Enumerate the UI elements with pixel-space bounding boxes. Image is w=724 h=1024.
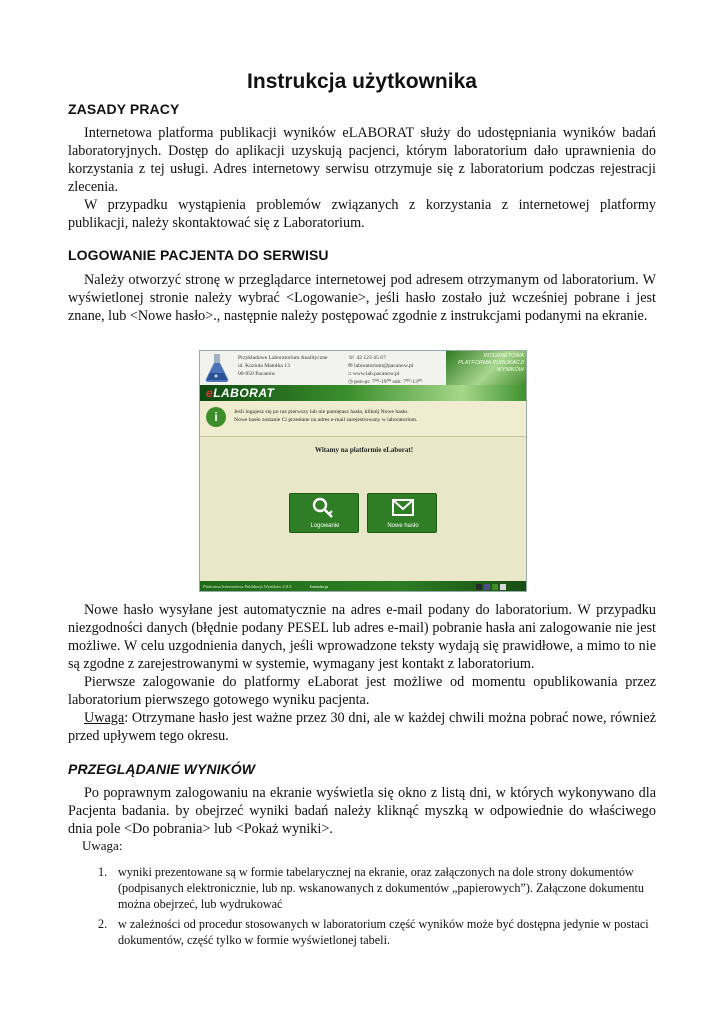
note-label: Uwaga: <box>82 838 123 853</box>
welcome-text: Witamy na platformie eLaborat! <box>314 446 414 454</box>
footer-instruction-link[interactable]: Instrukcja <box>310 584 328 589</box>
platform-banner <box>446 351 527 385</box>
elaborat-logo: eLABORAT <box>206 386 275 400</box>
list-number: 2. <box>98 917 108 931</box>
screenshot-header <box>200 351 527 385</box>
lab-hours: ◷ pon-pt: 7⁰⁰-19⁰⁰ sob: 7⁰⁰-13⁰⁰ <box>348 379 423 385</box>
notice-line-2: Nowe hasło zostanie Ci przesłane na adres e-mail zarejestrowany w laboratorium. <box>234 417 418 423</box>
document-title: Instrukcja użytkownika <box>247 70 477 93</box>
screenshot-footer <box>200 581 527 592</box>
paragraph-przegladanie-1: Po poprawnym zalogowaniu na ekranie wyświetla się okno z listą dni, w których wykonywano dla Pacjenta badania. by obejrzeć wyniki badań należy kliknąć myszką w odpowiednie do właściwego dnia pole <Do pobrania> lub <Pokaż wyniki>. <box>68 785 656 837</box>
info-notice <box>200 401 527 437</box>
elaborat-screenshot <box>199 350 527 592</box>
uwaga-label: Uwaga <box>84 710 125 726</box>
list-number: 1. <box>98 865 108 879</box>
heading-logowanie: LOGOWANIE PACJENTA DO SERWISU <box>68 247 329 263</box>
info-icon: i <box>206 407 226 427</box>
banner-text: INTERNETOWA PLATFORMA PUBLIKACJI WYNIKÓW <box>457 353 524 373</box>
paragraph-zasady-2: W przypadku wystąpienia problemów związanych z korzystania z internetowej platformy publikacji, należy skontaktować się z Laboratorium. <box>68 197 656 231</box>
heading-przegladanie: PRZEGLĄDANIE WYNIKÓW <box>68 761 256 777</box>
paragraph-logowanie-3: Pierwsze zalogowanie do platformy eLaborat jest możliwe od momentu opublikowania przez laboratorium pierwszego gotowego wyniku pacjenta. <box>68 674 656 708</box>
brand-bar <box>200 385 527 401</box>
footer-square <box>484 584 490 590</box>
lab-name: Przykładowe Laboratorium Analityczne <box>238 355 328 361</box>
new-password-button[interactable] <box>367 493 437 533</box>
paragraph-logowanie-2: Nowe hasło wysyłane jest automatycznie na adres e-mail podany do laboratorium. W przypadku niezgodności danych (błędnie podany PESEL lub adres e-mail) pobranie hasła ani zalogowanie nie jest możliwe. W celu uzgodnienia danych, jeśli wprowadzone teksty wydają się prawidłowe, a mimo to nie są zgodne z zarejestrowanymi w systemie, wymagany jest kontakt z laboratorium. <box>68 602 656 672</box>
footer-square <box>476 584 482 590</box>
login-label: Logowanie <box>310 523 340 529</box>
notice-line-1: Jeśli logujesz się po raz pierwszy lub nie pamiętasz hasła, kliknij Nowe hasło. <box>234 409 409 415</box>
envelope-icon <box>368 496 438 520</box>
new-password-label: Nowe hasło <box>387 523 419 529</box>
key-icon <box>290 496 360 520</box>
login-button[interactable] <box>289 493 359 533</box>
lab-phone: ☏ 42 123 45 67 <box>348 355 386 361</box>
lab-contact <box>348 354 422 386</box>
heading-zasady-pracy: ZASADY PRACY <box>68 101 180 117</box>
paragraph-logowanie-4 <box>68 709 656 745</box>
uwaga-text: : Otrzymane hasło jest ważne przez 30 dni, ale w każdej chwili można pobrać nowe, również przed upływem tego okresu. <box>68 710 656 744</box>
lab-street: ul. Kozioła Matołka 13 <box>238 363 290 369</box>
lab-www: ⌂ www.lab.pacanow.pl <box>348 371 400 377</box>
paragraph-zasady-1: Internetowa platforma publikacji wyników eLABORAT służy do udostępniania wyników badań laboratoryjnych. Dostęp do aplikacji uzyskują pacjenci, którym laboratorium dało uprawnienia do korzystania z tej usługi. Adres internetowy serwisu otrzymuje się z laboratorium podczas rejestracji zlecenia. <box>68 125 656 195</box>
lab-city: 00-950 Pacanów <box>238 371 276 377</box>
footer-version: Platforma Internetowa Publikacji Wyników 2.0.5 <box>203 584 292 589</box>
lab-email: ✉ laboratorium@pacanow.pl <box>348 363 414 369</box>
flask-logo-icon <box>204 353 230 383</box>
footer-square <box>500 584 506 590</box>
list-text: wyniki prezentowane są w formie tabelarycznej na ekranie, oraz załączonych na dole strony dokumentów (podpisanych elektronicznie, lub np. wskanowanych z dokumentów „papierowych”). Załączone dokumentu można obejrzeć, lub wydrukować <box>118 865 644 911</box>
lab-address <box>238 354 327 378</box>
paragraph-logowanie-1: Należy otworzyć stronę w przeglądarce internetowej pod adresem otrzymanym od laboratorium. W wyświetlonej stronie należy wybrać <Logowanie>, jeśli hasło zostało już wcześniej pobrane i jest znane, lub <Nowe hasło>., następnie należy postępować zgodnie z instrukcjami podanymi na ekranie. <box>68 272 656 324</box>
list-text: w zależności od procedur stosowanych w laboratorium część wyników może być dostępna jedynie w postaci dokumentów, część tylko w formie wyświetlonej tabeli. <box>118 917 649 947</box>
footer-square <box>492 584 498 590</box>
notice-text <box>234 408 417 424</box>
